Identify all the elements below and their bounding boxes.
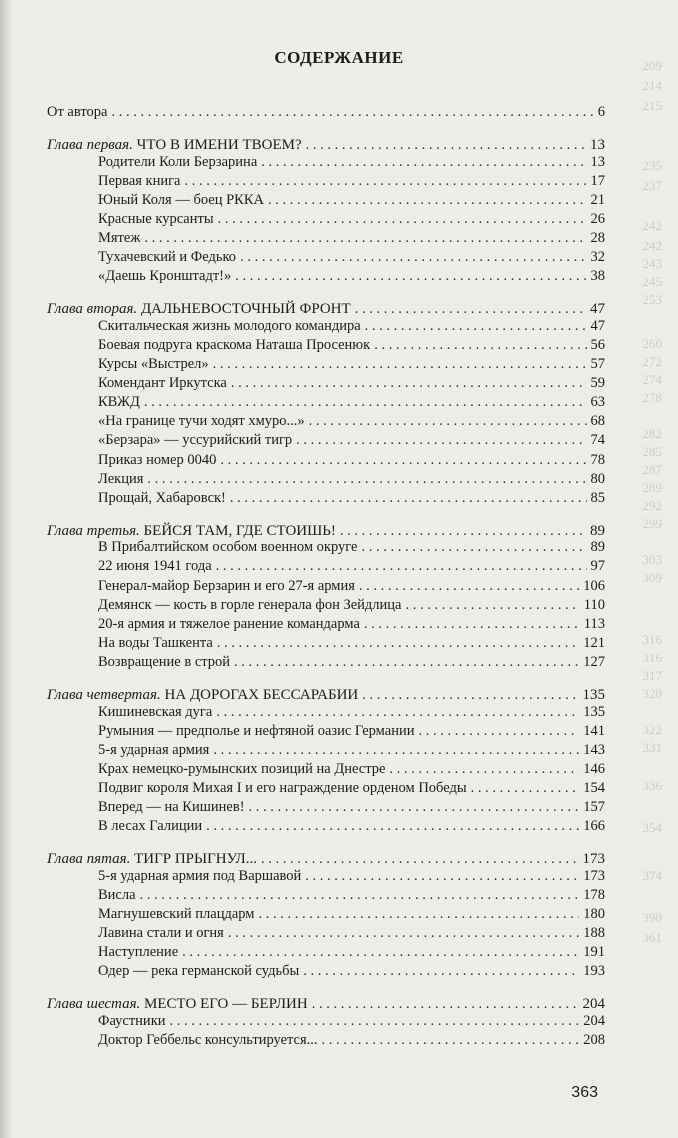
dot-leader (258, 906, 579, 923)
entry-label (98, 471, 143, 488)
entry-title: Фаустники (98, 1013, 166, 1029)
toc-section-entry (98, 1032, 605, 1049)
entry-page-number: 204 (583, 1013, 605, 1029)
toc-section-entry (98, 490, 605, 507)
entry-title: В Прибалтийском особом военном округе (98, 539, 358, 555)
entry-title: Тухачевский и Федько (98, 249, 237, 265)
entry-title: От автора (47, 104, 108, 120)
chapter-prefix: Глава четвертая. (47, 687, 161, 703)
entry-page-number: 13 (590, 154, 605, 170)
entry-label (98, 742, 209, 759)
chapter-prefix: Глава пятая. (47, 851, 131, 867)
dot-leader (471, 780, 580, 797)
entry-title: Одер — река германской судьбы (98, 963, 300, 979)
entry-label (98, 799, 245, 816)
entry-page-number: 85 (590, 490, 605, 506)
entry-page-number: 74 (590, 432, 605, 448)
entry-page-number: 89 (590, 523, 605, 539)
entry-label (98, 906, 254, 923)
entry-title: «На границе тучи ходят хмуро...» (98, 413, 305, 429)
entry-title: ТИГР ПРЫГНУЛ... (130, 851, 257, 867)
entry-page-number: 135 (582, 687, 605, 703)
toc-section-entry (98, 539, 605, 556)
entry-label (98, 173, 181, 190)
entry-label (98, 780, 467, 797)
entry-label (98, 635, 213, 652)
entry-title: Генерал-майор Берзарин и его 27-я армия (98, 578, 355, 594)
entry-page-number: 26 (590, 211, 605, 227)
toc-chapter-entry (47, 687, 605, 704)
entry-title: Родители Коли Берзарина (98, 154, 258, 170)
dot-leader (365, 318, 587, 335)
chapter-prefix: Глава первая. (47, 137, 133, 153)
entry-page-number: 173 (582, 851, 605, 867)
toc-section-entry (98, 761, 605, 778)
toc-section-entry (98, 471, 605, 488)
page-number: 363 (571, 1084, 598, 1101)
dot-leader (261, 851, 579, 868)
toc-chapter-entry (47, 996, 605, 1013)
chapter-prefix: Глава шестая. (47, 996, 141, 1012)
entry-label (98, 211, 214, 228)
dot-leader (374, 337, 586, 354)
entry-label (47, 851, 257, 868)
toc-section-entry (98, 887, 605, 904)
toc-chapter-entry (47, 137, 605, 154)
entry-title: Комендант Иркутска (98, 375, 227, 391)
toc-section-entry (98, 868, 605, 885)
entry-label (98, 597, 402, 614)
entry-label (98, 394, 140, 411)
toc-section-entry (98, 799, 605, 816)
entry-label (98, 558, 212, 575)
dot-leader (312, 996, 579, 1013)
entry-title: 20-я армия и тяжелое ранение командарма (98, 616, 360, 632)
dot-leader (418, 723, 579, 740)
dot-leader (144, 394, 587, 411)
entry-page-number: 121 (583, 635, 605, 651)
entry-page-number: 56 (590, 337, 605, 353)
entry-page-number: 68 (590, 413, 605, 429)
entry-title: Доктор Геббельс консультируется... (98, 1032, 318, 1048)
toc-section-entry (98, 780, 605, 797)
entry-page-number: 106 (583, 578, 605, 594)
toc-section-entry (98, 318, 605, 335)
entry-label (98, 337, 370, 354)
toc-section-entry (98, 944, 605, 961)
dot-leader (213, 742, 579, 759)
entry-title: 5-я ударная армия под Варшавой (98, 868, 302, 884)
dot-leader (220, 452, 586, 469)
dot-leader (305, 868, 579, 885)
dot-leader (170, 1013, 580, 1030)
dot-leader (216, 704, 579, 721)
dot-leader (306, 137, 586, 154)
entry-label (98, 761, 385, 778)
toc-section-entry (98, 356, 605, 373)
dot-leader (111, 104, 593, 121)
entry-page-number: 180 (583, 906, 605, 922)
entry-label (47, 137, 302, 154)
entry-label (98, 944, 178, 961)
entry-title: КВЖД (98, 394, 140, 410)
dot-leader (364, 616, 580, 633)
dot-leader (362, 687, 578, 704)
entry-label (98, 318, 361, 335)
entry-label (98, 704, 212, 721)
entry-page-number: 141 (583, 723, 605, 739)
entry-label (98, 413, 305, 430)
dot-leader (268, 192, 587, 209)
toc-section-entry (98, 432, 605, 449)
entry-title: Первая книга (98, 173, 181, 189)
entry-page-number: 204 (582, 996, 605, 1012)
toc-entry (47, 104, 605, 121)
dot-leader (340, 523, 586, 540)
entry-title: Наступление (98, 944, 179, 960)
entry-page-number: 47 (590, 318, 605, 334)
toc-section-entry (98, 925, 605, 942)
entry-page-number: 13 (590, 137, 605, 153)
entry-page-number: 28 (590, 230, 605, 246)
entry-label (98, 432, 292, 449)
dot-leader (147, 471, 586, 488)
entry-page-number: 80 (590, 471, 605, 487)
entry-label (47, 301, 351, 318)
entry-label (98, 818, 202, 835)
entry-page-number: 166 (583, 818, 605, 834)
entry-page-number: 127 (583, 654, 605, 670)
toc-chapter-entry (47, 523, 605, 540)
entry-label (47, 687, 358, 704)
toc-section-entry (98, 452, 605, 469)
toc-section-entry (98, 616, 605, 633)
dot-leader (322, 1032, 580, 1049)
dot-leader (261, 154, 586, 171)
entry-title: МЕСТО ЕГО — БЕРЛИН (140, 996, 308, 1012)
toc-section-entry (98, 394, 605, 411)
entry-page-number: 191 (583, 944, 605, 960)
entry-page-number: 6 (597, 104, 605, 120)
entry-title: В лесах Галиции (98, 818, 203, 834)
entry-label (98, 1013, 166, 1030)
toc-section-entry (98, 578, 605, 595)
entry-title: Румыния — предполье и нефтяной оазис Германии (98, 723, 415, 739)
entry-page-number: 135 (583, 704, 605, 720)
entry-title: Магнушевский плацдарм (98, 906, 255, 922)
entry-title: Юный Коля — боец РККА (98, 192, 264, 208)
entry-page-number: 32 (590, 249, 605, 265)
dot-leader (140, 887, 580, 904)
dot-leader (206, 818, 579, 835)
entry-page-number: 78 (590, 452, 605, 468)
dot-leader (406, 597, 580, 614)
entry-label (98, 375, 227, 392)
entry-page-number: 146 (583, 761, 605, 777)
dot-leader (218, 211, 587, 228)
toc-section-entry (98, 375, 605, 392)
dot-leader (182, 944, 579, 961)
entry-label (98, 539, 357, 556)
toc-section-entry (98, 818, 605, 835)
dot-leader (185, 173, 587, 190)
toc-section-entry (98, 963, 605, 980)
dot-leader (213, 356, 587, 373)
entry-page-number: 110 (583, 597, 605, 613)
toc-section-entry (98, 249, 605, 266)
entry-label (98, 490, 226, 507)
dot-leader (230, 490, 587, 507)
entry-page-number: 57 (590, 356, 605, 372)
entry-label (98, 356, 209, 373)
entry-label (98, 654, 230, 671)
entry-title: 22 июня 1941 года (98, 558, 212, 574)
dot-leader (249, 799, 580, 816)
entry-page-number: 143 (583, 742, 605, 758)
entry-title: Мятеж (98, 230, 141, 246)
entry-title: Скитальческая жизнь молодого командира (98, 318, 361, 334)
dot-leader (240, 249, 586, 266)
entry-label (98, 616, 360, 633)
entry-page-number: 173 (583, 868, 605, 884)
dot-leader (303, 963, 579, 980)
entry-label (98, 268, 231, 285)
entry-page-number: 193 (583, 963, 605, 979)
toc-section-entry (98, 268, 605, 285)
toc-section-entry (98, 211, 605, 228)
entry-title: Демянск — кость в горле генерала фон Зейдлица (98, 597, 402, 613)
toc-section-entry (98, 742, 605, 759)
entry-title: Висла (98, 887, 136, 903)
entry-title: Кишиневская дуга (98, 704, 213, 720)
entry-page-number: 38 (590, 268, 605, 284)
entry-page-number: 21 (590, 192, 605, 208)
dot-leader (309, 413, 587, 430)
entry-title: Вперед — на Кишинев! (98, 799, 245, 815)
entry-label (98, 925, 224, 942)
toc-section-entry (98, 558, 605, 575)
toc-chapter-entry (47, 301, 605, 318)
entry-title: Курсы «Выстрел» (98, 356, 209, 372)
entry-title: БЕЙСЯ ТАМ, ГДЕ СТОИШЬ! (139, 523, 336, 539)
dot-leader (361, 539, 586, 556)
toc-section-entry (98, 597, 605, 614)
entry-label (47, 104, 107, 121)
toc-section-entry (98, 230, 605, 247)
entry-label (98, 1032, 318, 1049)
entry-title: На воды Ташкента (98, 635, 213, 651)
dot-leader (234, 654, 579, 671)
dot-leader (296, 432, 586, 449)
entry-page-number: 178 (583, 887, 605, 903)
entry-title: «Берзара» — уссурийский тигр (98, 432, 293, 448)
toc-section-entry (98, 654, 605, 671)
entry-page-number: 89 (590, 539, 605, 555)
entry-title: НА ДОРОГАХ БЕССАРАБИИ (160, 687, 359, 703)
toc-section-entry (98, 906, 605, 923)
toc-section-entry (98, 635, 605, 652)
entry-title: Крах немецко-румынских позиций на Днестре (98, 761, 386, 777)
entry-title: Боевая подруга краскома Наташа Просенюк (98, 337, 371, 353)
entry-page-number: 17 (590, 173, 605, 189)
entry-page-number: 97 (590, 558, 605, 574)
entry-title: ДАЛЬНЕВОСТОЧНЫЙ ФРОНТ (137, 301, 351, 317)
entry-label (98, 868, 301, 885)
entry-page-number: 188 (583, 925, 605, 941)
entry-label (98, 723, 414, 740)
entry-label (98, 578, 355, 595)
dot-leader (217, 635, 579, 652)
dot-leader (359, 578, 579, 595)
entry-title: Подвиг короля Михая I и его награждение орденом Победы (98, 780, 467, 796)
entry-title: Приказ номер 0040 (98, 452, 217, 468)
toc-section-entry (98, 192, 605, 209)
entry-title: «Даешь Кронштадт!» (98, 268, 232, 284)
entry-title: Возвращение в строй (98, 654, 231, 670)
entry-page-number: 157 (583, 799, 605, 815)
dot-leader (216, 558, 587, 575)
chapter-prefix: Глава третья. (47, 523, 140, 539)
toc-section-entry (98, 154, 605, 171)
entry-page-number: 63 (590, 394, 605, 410)
entry-label (98, 230, 140, 247)
toc-section-entry (98, 173, 605, 190)
chapter-prefix: Глава вторая. (47, 301, 138, 317)
entry-page-number: 208 (583, 1032, 605, 1048)
entry-title: Лекция (98, 471, 144, 487)
dot-leader (231, 375, 587, 392)
entry-label (98, 452, 216, 469)
dot-leader (144, 230, 586, 247)
entry-title: Лавина стали и огня (98, 925, 224, 941)
entry-label (47, 523, 336, 540)
entry-label (98, 963, 299, 980)
entry-label (98, 192, 264, 209)
toc-title: СОДЕРЖАНИЕ (274, 48, 404, 67)
toc-section-entry (98, 723, 605, 740)
entry-title: Красные курсанты (98, 211, 214, 227)
toc-section-entry (98, 337, 605, 354)
entry-title: 5-я ударная армия (98, 742, 210, 758)
entry-page-number: 59 (590, 375, 605, 391)
entry-page-number: 47 (590, 301, 605, 317)
entry-label (98, 249, 236, 266)
dot-leader (228, 925, 579, 942)
dot-leader (389, 761, 579, 778)
toc-section-entry (98, 1013, 605, 1030)
entry-label (98, 154, 257, 171)
dot-leader (235, 268, 586, 285)
entry-label (47, 996, 308, 1013)
entry-title: Прощай, Хабаровск! (98, 490, 226, 506)
entry-page-number: 154 (583, 780, 605, 796)
toc-chapter-entry (47, 851, 605, 868)
entry-page-number: 113 (583, 616, 605, 632)
entry-label (98, 887, 136, 904)
toc-section-entry (98, 413, 605, 430)
dot-leader (355, 301, 586, 318)
toc-section-entry (98, 704, 605, 721)
entry-title: ЧТО В ИМЕНИ ТВОЕМ? (132, 137, 302, 153)
